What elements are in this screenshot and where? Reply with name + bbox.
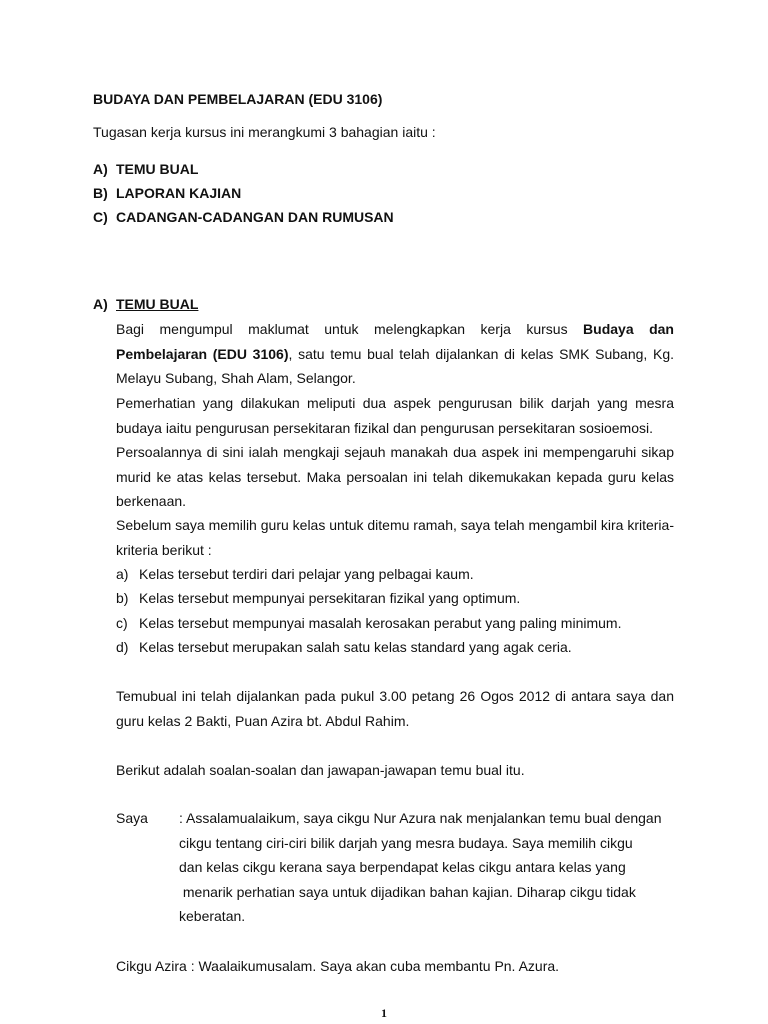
speech-azira: Cikgu Azira : Waalaikumusalam. Saya akan cuba membantu Pn. Azura.: [116, 958, 560, 974]
page-number: 1: [381, 1006, 387, 1020]
section-letter: C): [93, 209, 108, 225]
paragraph-interview-details: Temubual ini telah dijalankan pada pukul 3.00 petang 26 Ogos 2012 di antara saya dan guru kelas 2 Bakti, Puan Azira bt. Abdul Rahim.: [116, 688, 674, 729]
section-list-item: [93, 185, 241, 201]
section-label: CADANGAN-CADANGAN DAN RUMUSAN: [116, 209, 394, 225]
criteria-marker: b): [116, 590, 129, 606]
document-title: BUDAYA DAN PEMBELAJARAN (EDU 3106): [93, 91, 383, 107]
criteria-marker: d): [116, 639, 129, 655]
criteria-text: Kelas tersebut merupakan salah satu kelas standard yang agak ceria.: [139, 639, 572, 655]
paragraph-purpose-end: , satu temu bual telah dijalankan di kelas SMK Subang, Kg. Melayu Subang, Shah Alam, Selangor.: [116, 345, 674, 386]
intro-text: Tugasan kerja kursus ini merangkumi 3 bahagian iaitu :: [93, 124, 436, 140]
section-a-letter: A): [93, 296, 108, 312]
criteria-text: Kelas tersebut terdiri dari pelajar yang pelbagai kaum.: [139, 566, 474, 582]
section-a-heading: [93, 296, 198, 312]
section-label: TEMU BUAL: [116, 161, 199, 177]
section-list-item: [93, 161, 198, 177]
criteria-text: Kelas tersebut mempunyai masalah kerosakan perabut yang paling minimum.: [139, 615, 622, 631]
section-list-item: [93, 209, 394, 225]
section-letter: B): [93, 185, 108, 201]
criteria-marker: c): [116, 615, 128, 631]
criteria-item: [116, 566, 474, 582]
course-name: Budaya dan Pembelajaran (EDU 3106): [116, 321, 674, 362]
criteria-item: [116, 615, 621, 631]
paragraph-purpose: [116, 317, 674, 391]
paragraph-question: Persoalannya di sini ialah mengkaji sejauh manakah dua aspek ini mempengaruhi sikap murid ke atas kelas tersebut. Maka persoalan ini telah dikemukakan kepada guru kelas berkenaan.: [116, 444, 674, 509]
speech-line: cikgu tentang ciri-ciri bilik darjah yang mesra budaya. Saya memilih cikgu: [179, 834, 633, 851]
criteria-text: Kelas tersebut mempunyai persekitaran fizikal yang optimum.: [139, 590, 521, 606]
speech-saya: [179, 806, 662, 929]
section-letter: A): [93, 161, 108, 177]
speech-line: keberatan.: [179, 908, 246, 924]
speaker-label-saya: Saya: [116, 810, 148, 826]
criteria-item: [116, 590, 520, 606]
speech-line: : Assalamualaikum, saya cikgu Nur Azura nak menjalankan temu bual dengan: [179, 810, 662, 826]
paragraph-purpose-start: Bagi mengumpul maklumat untuk melengkapkan kerja kursus: [116, 321, 584, 337]
paragraph-criteria-intro: Sebelum saya memilih guru kelas untuk ditemu ramah, saya telah mengambil kira kriteria-kriteria berikut :: [116, 517, 674, 558]
section-a-title: TEMU BUAL: [116, 296, 199, 312]
section-label: LAPORAN KAJIAN: [116, 185, 242, 201]
criteria-marker: a): [116, 566, 129, 582]
paragraph-questions-intro: Berikut adalah soalan-soalan dan jawapan-jawapan temu bual itu.: [116, 762, 525, 778]
criteria-item: [116, 639, 572, 655]
speech-line: menarik perhatian saya untuk dijadikan bahan kajian. Diharap cikgu tidak: [179, 883, 636, 900]
speech-line: dan kelas cikgu kerana saya berpendapat kelas cikgu antara kelas yang: [179, 859, 626, 875]
paragraph-observation: Pemerhatian yang dilakukan meliputi dua aspek pengurusan bilik darjah yang mesra budaya iaitu pengurusan persekitaran fizikal dan pengurusan persekitaran sosioemosi.: [116, 395, 674, 436]
